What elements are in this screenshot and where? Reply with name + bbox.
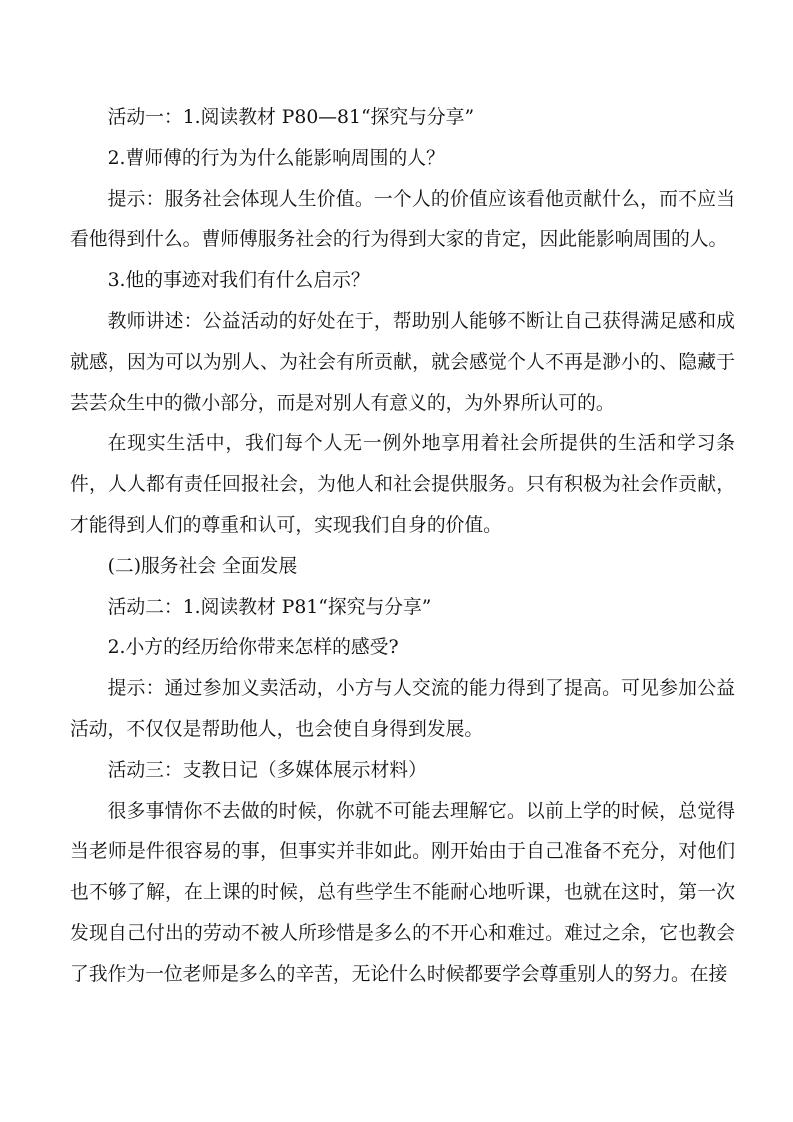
teacher-explanation-paragraph: 教师讲述：公益活动的好处在于，帮助别人能够不断让自己获得满足感和成就感，因为可以为别人、为社会有所贡献，就会感觉个人不再是渺小的、隐藏于芸芸众生中的微小部分，而是对别人有意义的，为外界所认可的。 (70, 310, 735, 414)
activity-one-heading: 活动一：1.阅读教材 P80—81“探究与分享” (107, 107, 475, 128)
activity-two-heading: 活动二：1.阅读教材 P81“探究与分享” (107, 596, 432, 618)
document-body (70, 98, 735, 996)
body-paragraph: 在现实生活中，我们每个人无一例外地享用着社会所提供的生活和学习条件，人人都有责任回报社会，为他人和社会提供服务。只有积极为社会作贡献，才能得到人们的尊重和认可，实现我们自身的价值。 (70, 433, 735, 536)
question-paragraph: 2.曹师傅的行为为什么能影响周围的人？ (107, 147, 445, 169)
question-paragraph: 3.他的事迹对我们有什么启示？ (107, 270, 370, 292)
hint-paragraph: 提示：通过参加义卖活动，小方与人交流的能力得到了提高。可见参加公益活动，不仅仅是帮助他人，也会使自身得到发展。 (70, 678, 735, 740)
question-paragraph: 2.小方的经历给你带来怎样的感受? (107, 637, 399, 659)
section-heading: (二)服务社会 全面发展 (107, 555, 298, 577)
activity-three-heading: 活动三：支教日记（多媒体展示材料） (107, 759, 427, 781)
hint-paragraph: 提示：服务社会体现人生价值。一个人的价值应该看他贡献什么，而不应当看他得到什么。曹师傅服务社会的行为得到大家的肯定，因此能影响周围的人。 (70, 188, 735, 251)
diary-paragraph: 很多事情你不去做的时候，你就不可能去理解它。以前上学的时候，总觉得当老师是件很容易的事，但事实并非如此。刚开始由于自己准备不充分，对他们也不够了解，在上课的时候，总有些学生不能耐心地听课，也就在这时，第一次发现自己付出的劳动不被人所珍惜是多么的不开心和难过。难过之余，它也教会了我作为一位老师是多么的辛苦，无论什么时候都要学会尊重别人的努力。在接 (70, 800, 735, 985)
